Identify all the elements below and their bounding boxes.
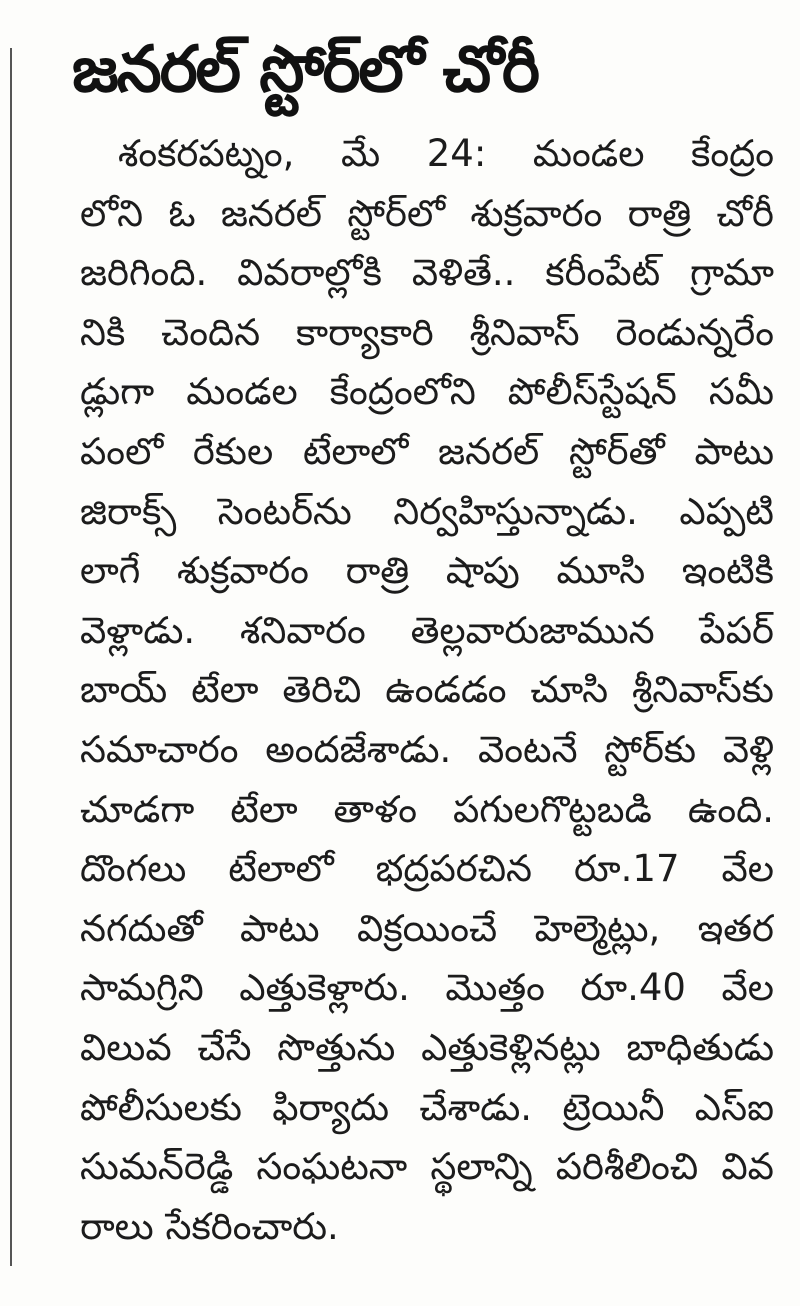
article-line: లాగే శుక్రవారం రాత్రి షాపు మూసి ఇంటికి xyxy=(80,549,774,593)
article-line: విలువ చేసే సొత్తును ఎత్తుకెళ్లినట్లు బాధితుడు xyxy=(80,1025,774,1069)
headline: జనరల్ స్టోర్‌లో చోరీ xyxy=(72,33,538,107)
article-line: నికి చెందిన కార్యాకారి శ్రీనివాస్ రెండున్నరేం xyxy=(80,310,774,354)
article-body xyxy=(80,124,774,1256)
article-line: సమాచారం అందజేశాడు. వెంటనే స్టోర్‌కు వెళ్లి xyxy=(80,727,774,771)
article-line: జరిగింది. వివరాల్లోకి వెళితే.. కరీంపేట్ గ్రామా xyxy=(80,251,774,295)
article-line: లోని ఓ జనరల్ స్టోర్‌లో శుక్రవారం రాత్రి చోరీ xyxy=(80,191,774,235)
article-line: జిరాక్స్ సెంటర్‌ను నిర్వహిస్తున్నాడు. ఎప్పటి xyxy=(80,489,774,533)
article-line: వెళ్లాడు. శనివారం తెల్లవారుజామున పేపర్ xyxy=(80,608,774,652)
article-line: శంకరపట్నం, మే 24: మండల కేంద్రం xyxy=(118,132,774,175)
article-line: బాయ్ టేలా తెరిచి ఉండడం చూసి శ్రీనివాస్‌కు xyxy=(80,668,774,712)
article-line: దొంగలు టేలాలో భద్రపరచిన రూ.17 వేల xyxy=(80,847,774,891)
article-line: నగదుతో పాటు విక్రయించే హెల్మెట్లు, ఇతర xyxy=(80,906,774,950)
article-line: సామగ్రిని ఎత్తుకెళ్లారు. మొత్తం రూ.40 వేల xyxy=(80,966,774,1010)
article-line: డ్లుగా మండల కేంద్రంలోని పోలీస్‌స్టేషన్ సమీ xyxy=(80,370,774,414)
article-line: సుమన్‌రెడ్డి సంఘటనా స్థలాన్ని పరిశీలించి వివ xyxy=(80,1145,774,1189)
article-line: చూడగా టేలా తాళం పగులగొట్టబడి ఉంది. xyxy=(80,787,774,831)
column-rule xyxy=(10,48,12,1266)
article-line: రాలు సేకరించారు. xyxy=(80,1204,339,1248)
article-line: పంలో రేకుల టేలాలో జనరల్ స్టోర్‌తో పాటు xyxy=(80,429,774,473)
article-line: పోలీసులకు ఫిర్యాదు చేశాడు. ట్రెయినీ ఎస్ఐ xyxy=(80,1085,774,1129)
